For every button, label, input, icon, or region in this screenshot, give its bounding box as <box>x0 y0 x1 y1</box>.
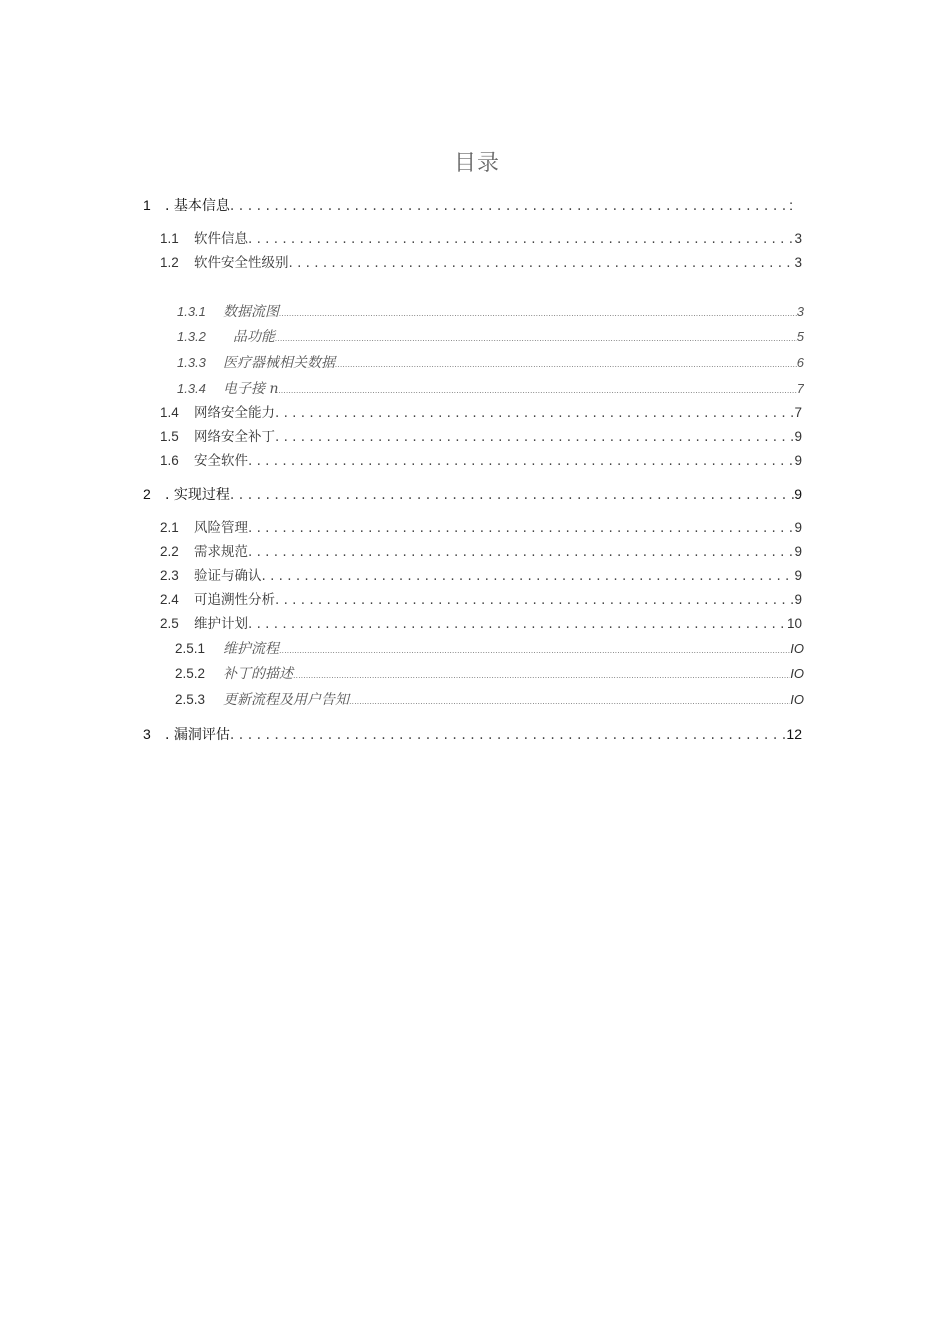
toc-entry-page: 6 <box>796 355 804 370</box>
toc-entry-page: 9 <box>794 486 802 502</box>
toc-entry-number: 1.3.2 <box>177 329 206 344</box>
toc-entry-2-3[interactable] <box>160 565 802 587</box>
toc-entry-1[interactable] <box>143 194 793 216</box>
toc-entry-label: 网络安全补丁 <box>194 429 275 445</box>
toc-entry-page: IO <box>790 641 804 656</box>
toc-entry-label: 电子接 n <box>223 381 279 397</box>
toc-entry-label: 更新流程及用户告知 <box>223 692 349 708</box>
toc-entry-2-1[interactable] <box>160 517 802 539</box>
toc-entry-number: 2.5.2 <box>175 666 206 681</box>
toc-entry-1-5[interactable] <box>160 426 802 448</box>
toc-entry-3[interactable] <box>143 723 802 745</box>
toc-entry-page: 9 <box>794 592 802 607</box>
toc-leader-dots <box>278 380 796 400</box>
toc-entry-label: 网络安全能力 <box>194 405 275 421</box>
toc-entry-page: 12 <box>786 726 802 742</box>
toc-entry-number: 1.2 <box>160 255 179 270</box>
toc-entry-label: 需求规范 <box>194 544 248 560</box>
toc-entry-1-3-2[interactable] <box>177 326 804 348</box>
toc-leader-dots <box>335 354 797 374</box>
toc-entry-2-5-2[interactable] <box>175 663 804 685</box>
toc-entry-1-4[interactable] <box>160 402 802 424</box>
toc-entry-page: 10 <box>786 616 802 631</box>
toc-title: 目录 <box>453 151 500 176</box>
toc-entry-number: 1.6 <box>160 453 179 468</box>
toc-entry-number: 2.5.1 <box>175 641 206 656</box>
toc-leader-dots <box>230 195 789 216</box>
toc-entry-page: 5 <box>796 329 804 344</box>
toc-leader-dots <box>349 691 790 711</box>
toc-entry-2-2[interactable] <box>160 541 802 563</box>
toc-entry-label: 风险管理 <box>194 520 248 536</box>
toc-entry-number: 1.1 <box>160 231 179 246</box>
toc-entry-number: 1.3.3 <box>177 355 206 370</box>
toc-entry-label: 维护计划 <box>194 616 248 632</box>
toc-entry-page: 9 <box>794 520 802 535</box>
toc-leader-dots <box>279 303 797 323</box>
toc-entry-label: 补丁的描述 <box>223 666 293 682</box>
toc-entry-label: 医疗器械相关数据 <box>223 355 335 371</box>
toc-entry-1-6[interactable] <box>160 450 802 472</box>
toc-entry-label: 软件信息 <box>194 231 248 247</box>
toc-leader-dots <box>248 228 794 250</box>
toc-leader-dots <box>275 426 794 448</box>
toc-leader-dots <box>275 328 797 348</box>
toc-entry-1-3-4[interactable] <box>177 378 804 400</box>
toc-entry-page: 7 <box>796 381 804 396</box>
toc-entry-label: 可追溯性分析 <box>194 592 275 608</box>
toc-leader-dots <box>275 402 794 424</box>
toc-entry-2-4[interactable] <box>160 589 802 611</box>
toc-entry-2-5-1[interactable] <box>175 638 804 660</box>
toc-entry-page: 3 <box>794 231 802 246</box>
toc-entry-number: 1.5 <box>160 429 179 444</box>
toc-entry-label: 维护流程 <box>223 641 279 657</box>
toc-entry-label: 安全软件 <box>194 453 248 469</box>
toc-entry-1-3-3[interactable] <box>177 352 804 374</box>
toc-entry-page: IO <box>790 666 804 681</box>
toc-entry-2-5[interactable] <box>160 613 802 635</box>
toc-entry-1-3-1[interactable] <box>177 301 804 323</box>
toc-entry-number: 2.5.3 <box>175 692 206 707</box>
toc-entry-1-2[interactable] <box>160 252 802 274</box>
toc-entry-2-5-3[interactable] <box>175 689 804 711</box>
toc-entry-number: 2.3 <box>160 568 179 583</box>
toc-leader-dots <box>248 450 794 472</box>
toc-entry-number: 2.5 <box>160 616 179 631</box>
toc-entry-label: 品功能 <box>233 329 275 345</box>
toc-leader-dots <box>275 589 794 611</box>
toc-entry-label: . 漏洞评估 <box>165 727 230 743</box>
toc-leader-dots <box>279 640 790 660</box>
toc-entry-number: 2.1 <box>160 520 179 535</box>
toc-leader-dots <box>248 517 794 539</box>
toc-entry-page: 9 <box>794 568 802 583</box>
toc-entry-number: 2.2 <box>160 544 179 559</box>
toc-entry-number: 1.4 <box>160 405 179 420</box>
toc-entry-page: 9 <box>794 544 802 559</box>
toc-entry-number: 3 <box>143 726 151 742</box>
toc-entry-label: 软件安全性级别 <box>194 255 289 271</box>
toc-leader-dots <box>248 541 794 563</box>
toc-leader-dots <box>230 724 787 745</box>
toc-entry-label: . 基本信息 <box>165 198 230 214</box>
toc-entry-page: IO <box>790 692 804 707</box>
toc-entry-label: 验证与确认 <box>194 568 262 584</box>
toc-entry-page: : <box>789 197 793 213</box>
toc-entry-number: 1.3.4 <box>177 381 206 396</box>
toc-entry-1-1[interactable] <box>160 228 802 250</box>
toc-entry-label: . 实现过程 <box>165 487 230 503</box>
toc-leader-dots <box>293 665 790 685</box>
toc-entry-page: 3 <box>794 255 802 270</box>
toc-leader-dots <box>230 484 794 505</box>
toc-entry-page: 7 <box>794 405 802 420</box>
toc-entry-number: 2.4 <box>160 592 179 607</box>
toc-leader-dots <box>262 565 795 587</box>
toc-entry-label: 数据流图 <box>223 304 279 320</box>
toc-leader-dots <box>248 613 787 635</box>
toc-entry-number: 1.3.1 <box>177 304 206 319</box>
toc-entry-page: 3 <box>796 304 804 319</box>
toc-entry-page: 9 <box>794 453 802 468</box>
toc-entry-number: 2 <box>143 486 151 502</box>
toc-leader-dots <box>289 252 795 274</box>
toc-entry-2[interactable] <box>143 483 802 505</box>
toc-entry-page: 9 <box>794 429 802 444</box>
toc-entry-number: 1 <box>143 197 151 213</box>
